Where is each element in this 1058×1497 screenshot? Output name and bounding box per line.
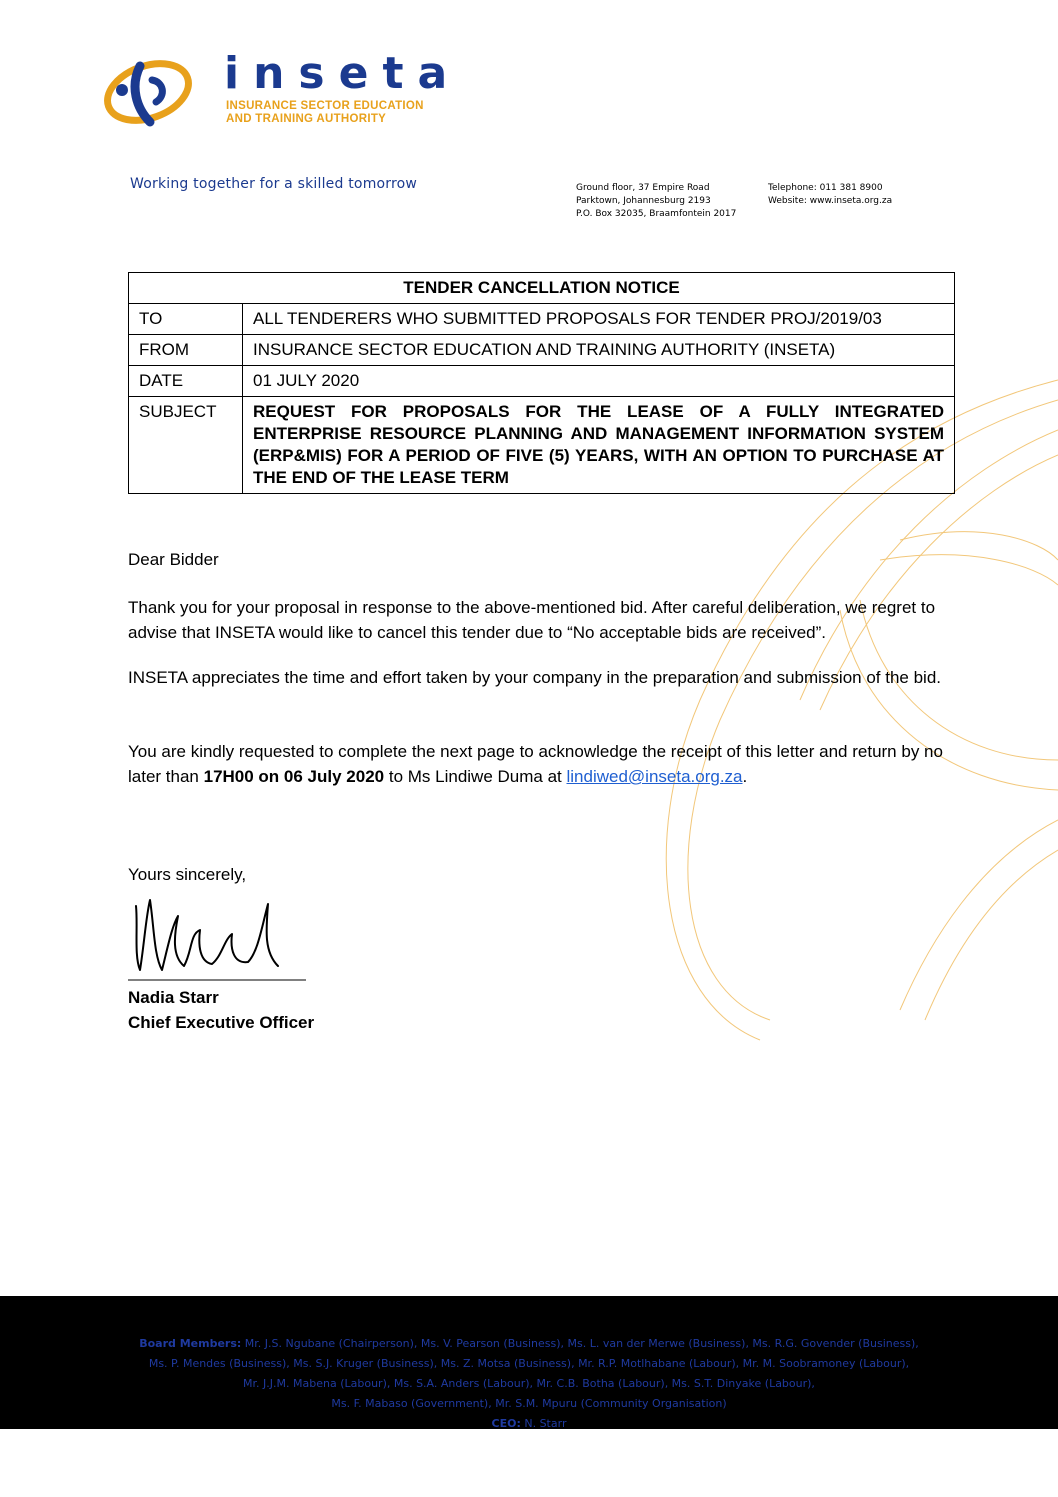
row-label: DATE	[129, 366, 243, 397]
para3-text: You are kindly requested to complete the next page to acknowledge the receipt of this letter and return by no later than	[128, 742, 943, 786]
logo-subtitle-line1: INSURANCE SECTOR EDUCATION	[226, 100, 424, 112]
address-line: Parktown, Johannesburg 2193	[576, 196, 711, 206]
table-row	[129, 335, 955, 366]
contact-block	[768, 182, 892, 208]
closing: Yours sincerely,	[128, 865, 247, 884]
address-line: Ground floor, 37 Empire Road	[576, 183, 710, 193]
para3-text: .	[742, 767, 748, 786]
row-value: INSURANCE SECTOR EDUCATION AND TRAINING AUTHORITY (INSETA)	[243, 335, 955, 366]
footer-board-members	[0, 1296, 1058, 1429]
address-block	[576, 182, 736, 221]
paragraph-2: INSETA appreciates the time and effort taken by your company in the preparation and submission of the bid.	[128, 668, 942, 687]
row-label: FROM	[129, 335, 243, 366]
para3-text: to Ms Lindiwe Duma at	[384, 767, 567, 786]
footer-line-text: Mr. J.S. Ngubane (Chairperson), Ms. V. Pearson (Business), Ms. L. van der Merwe (Business), Ms. R.G. Govender (Business),	[241, 1337, 919, 1350]
logo-subtitle-line2: AND TRAINING AUTHORITY	[226, 113, 387, 125]
row-label: TO	[129, 304, 243, 335]
row-label: SUBJECT	[129, 397, 243, 494]
row-value: 01 JULY 2020	[243, 366, 955, 397]
paragraph-1: Thank you for your proposal in response to the above-mentioned bid. After careful deliberation, we regret to advise that INSETA would like to cancel this tender due to “No acceptable bids are received”.	[128, 598, 936, 642]
logo-swirl-icon	[100, 56, 196, 128]
footer-label: Board Members:	[139, 1337, 242, 1350]
email-link[interactable]: lindiwed@inseta.org.za	[566, 767, 743, 786]
subject-value: REQUEST FOR PROPOSALS FOR THE LEASE OF A FULLY INTEGRATED ENTERPRISE RESOURCE PLANNING AND MANAGEMENT INFORMATION SYSTEM (ERP&MIS) FOR A PERIOD OF FIVE (5) YEARS, WITH AN OPTION TO PURCHASE AT THE END OF THE LEASE TERM	[243, 397, 955, 494]
telephone: Telephone: 011 381 8900	[768, 183, 883, 193]
row-value: ALL TENDERERS WHO SUBMITTED PROPOSALS FOR TENDER PROJ/2019/03	[243, 304, 955, 335]
address-line: P.O. Box 32035, Braamfontein 2017	[576, 209, 737, 219]
footer-line	[0, 1414, 1058, 1434]
logo-wordmark: inseta	[224, 48, 462, 99]
footer-line: Ms. P. Mendes (Business), Ms. S.J. Kruger (Business), Ms. Z. Motsa (Business), Mr. R.P. Motlhabane (Labour), Mr. M. Soobramoney (Labour),	[148, 1357, 910, 1370]
website: Website: www.inseta.org.za	[768, 196, 893, 206]
salutation: Dear Bidder	[128, 550, 219, 569]
deadline: 17H00 on 06 July 2020	[203, 767, 385, 786]
footer-line: Ms. F. Mabaso (Government), Mr. S.M. Mpuru (Community Organisation)	[331, 1397, 727, 1410]
notice-title: TENDER CANCELLATION NOTICE	[129, 273, 955, 304]
footer-line-text: N. Starr	[520, 1417, 567, 1430]
footer-label: CEO:	[491, 1417, 521, 1430]
notice-table	[128, 272, 955, 494]
signature	[128, 886, 308, 984]
signatory-title: Chief Executive Officer	[128, 1013, 315, 1032]
footer-line	[0, 1334, 1058, 1354]
paragraph-3	[128, 739, 962, 789]
footer-line: Mr. J.J.M. Mabena (Labour), Ms. S.A. Anders (Labour), Mr. C.B. Botha (Labour), Ms. S.T. Dinyake (Labour),	[243, 1377, 815, 1390]
tagline: Working together for a skilled tomorrow	[130, 176, 418, 192]
table-row	[129, 397, 955, 494]
inseta-logo	[100, 48, 462, 132]
table-row	[129, 273, 955, 304]
table-row	[129, 304, 955, 335]
table-row	[129, 366, 955, 397]
signatory-name: Nadia Starr	[128, 988, 219, 1007]
